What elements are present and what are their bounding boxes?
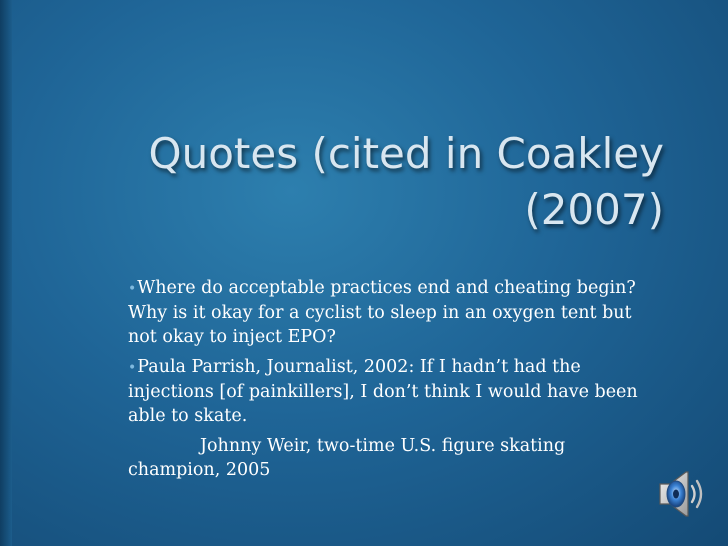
bullet: • [128,360,137,376]
title-line-2: (2007) [524,185,664,234]
quote-text-3: Johnny Weir, two-time U.S. figure skating champion, 2005 [128,436,566,480]
quote-text-2: Paula Parrish, Journalist, 2002: If I hadn’t had the injections [of painkillers], I don’t think I would have been able to skate. [128,357,638,426]
quote-paragraph-3 [128,434,648,482]
bullet: • [128,281,137,297]
slide-title [96,126,664,238]
left-accent-bar [0,0,12,546]
speaker-icon[interactable] [652,466,708,522]
quote-text-1: Where do acceptable practices end and cheating begin? Why is it okay for a cyclist to sleep in an oxygen tent but not okay to inject EPO? [128,278,636,347]
quote-paragraph-2 [128,355,648,428]
quote-paragraph-1 [128,276,648,349]
title-line-1: Quotes (cited in Coakley [148,129,664,178]
slide-body [128,276,648,488]
